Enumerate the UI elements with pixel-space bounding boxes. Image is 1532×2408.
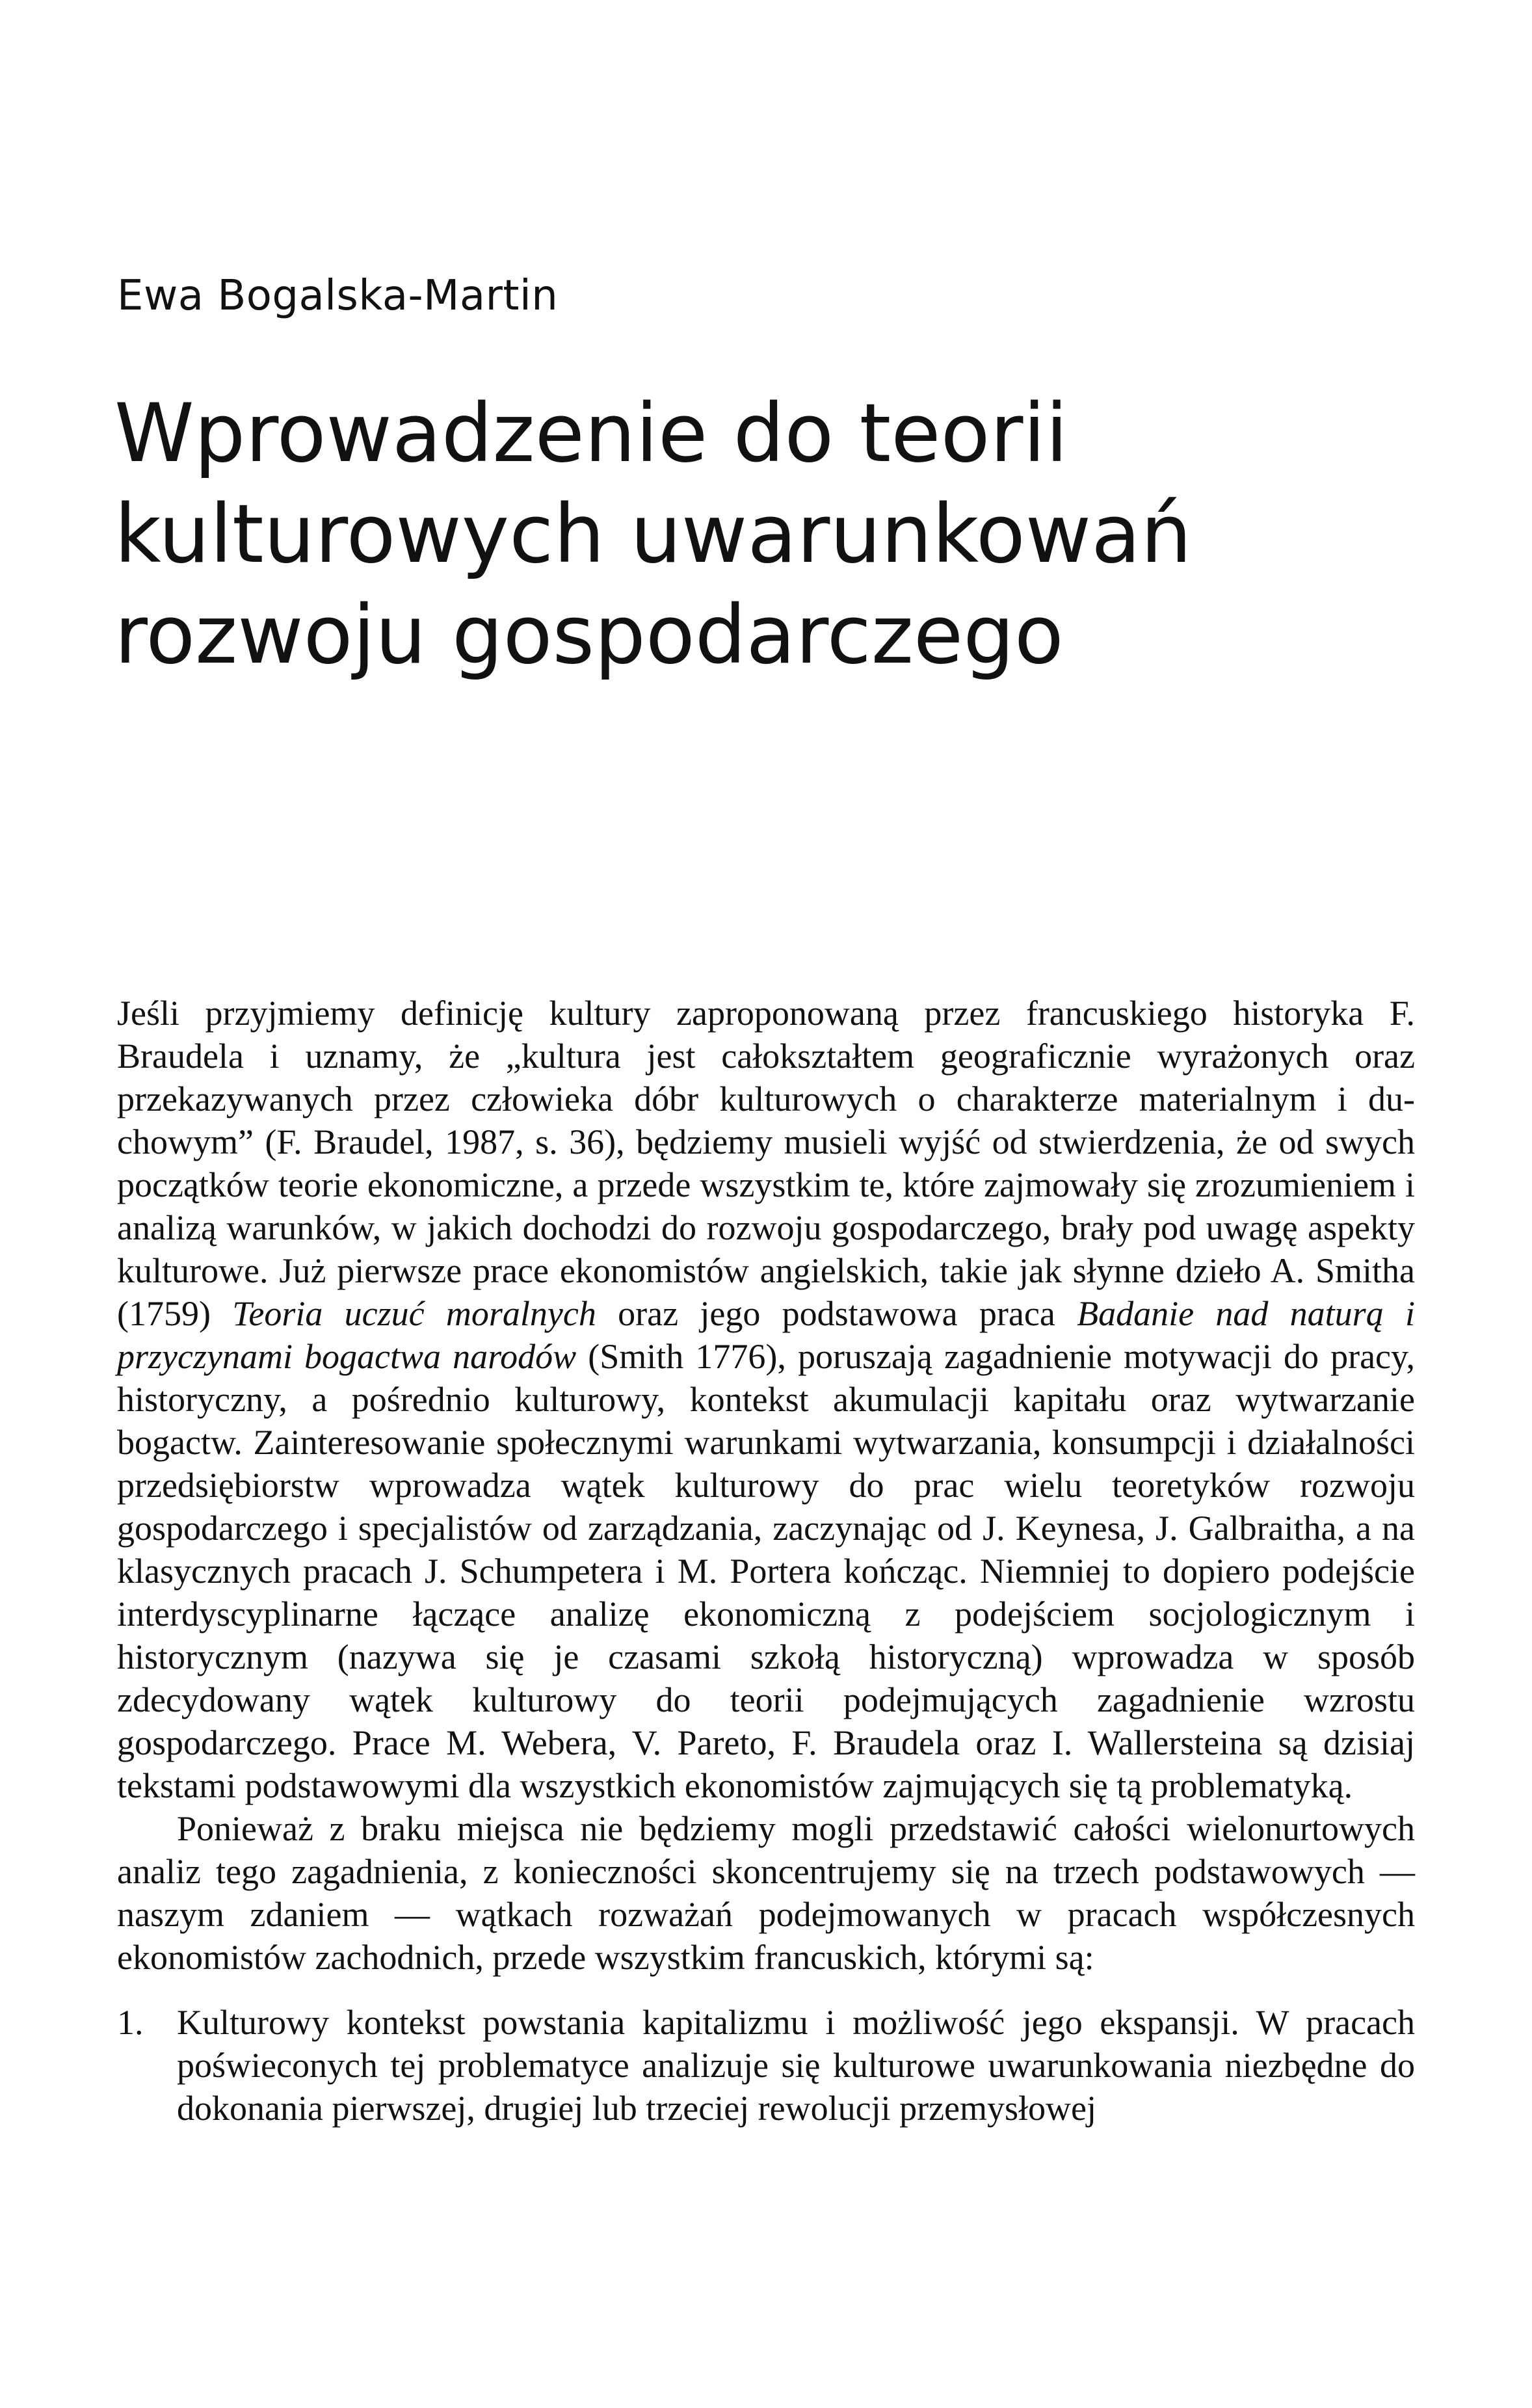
paragraph-1-part-3: (Smith 1776), poruszają zagadnienie motywacji do pracy, historyczny, a pośrednio kulturowy, kontekst akumulacji kapitału oraz wytwarzanie bogactw. Zainteresowanie społecznymi warunkami wytwarzania, konsumpcji i działalności przedsiębiorstw wprowadza wątek kulturowy do prac wielu teoretyków rozwoju gospodarczego i specjalistów od zarządzania, zaczynając od J. Keynesa, J. Galbraitha, a na klasycznych pracach J. Schumpetera i M. Portera kończąc. Niemniej to dopiero podejście interdyscyplinarne łączące analizę ekonomiczną z podejściem socjologicznym i historycznym (nazywa się je czasami szkołą historyczną) wprowadza w sposób zdecydowany wątek kulturowy do teorii podejmujących zagadnienie wzrostu gospodarczego. Prace M. Webera, V. Pareto, F. Braudela oraz I. Wallersteina są dzisiaj tekstami podstawowymi dla wszystkich ekonomistów zajmujących się tą problematyką. [117, 1337, 1415, 1805]
chapter-title [114, 384, 1415, 686]
paragraph-1-part-2: oraz jego podstawowa praca [596, 1294, 1077, 1333]
author-name: Ewa Bogalska-Martin [117, 272, 559, 320]
title-line-3: rozwoju gospodarczego [114, 589, 1064, 682]
book-title-italic-1: Teoria uczuć moralnych [232, 1294, 596, 1333]
paragraph-1 [117, 992, 1415, 1807]
book-title-italic-2: Badanie nad naturą i przyczynami bogactwa narodów [117, 1294, 1415, 1376]
list-item-number: 1. [117, 2003, 144, 2042]
paragraph-2: Ponieważ z braku miejsca nie będziemy mogli przedstawić całości wielonurtowych analiz tego zagadnienia, z konieczności skoncentrujemy się na trzech podstawowych — naszym zdaniem — wątkach rozważań podejmowanych w pracach współczesnych ekonomistów zachodnich, przede wszystkim francuskich, którymi są: [117, 1809, 1415, 1977]
list-item-text: Kulturowy kontekst powstania kapitalizmu i możliwość jego ekspansji. W pracach poświeconych tej problematyce analizuje się kulturowe uwarunkowania niezbędne do dokonania pierwszej, drugiej lub trzeciej rewolucji przemysłowej [177, 2003, 1415, 2128]
title-line-1: Wprowadzenie do teorii [114, 387, 1068, 481]
numbered-list [117, 2001, 1415, 2130]
list-item [117, 2001, 1415, 2130]
body-text [117, 992, 1415, 2130]
title-line-2: kulturowych uwarunkowań [114, 488, 1192, 581]
paragraph-1-part-1: Jeśli przyjmiemy definicję kultury zaproponowaną przez francuskiego historyka F. Braudela i uznamy, że „kultura jest całokształtem geograficznie wyrażonych oraz przekazywanych przez człowieka dóbr kulturowych o charakterze materialnym i duchowym” (F. Braudel, 1987, s. 36), będziemy musieli wyjść od stwierdzenia, że od swych początków teorie ekonomiczne, a przede wszystkim te, które zajmowały się zrozumieniem i analizą warunków, w jakich dochodzi do rozwoju gospodarczego, brały pod uwagę aspekty kulturowe. Już pierwsze prace ekonomistów angielskich, takie jak słynne dzieło A. Smitha (1759) [117, 994, 1415, 1333]
